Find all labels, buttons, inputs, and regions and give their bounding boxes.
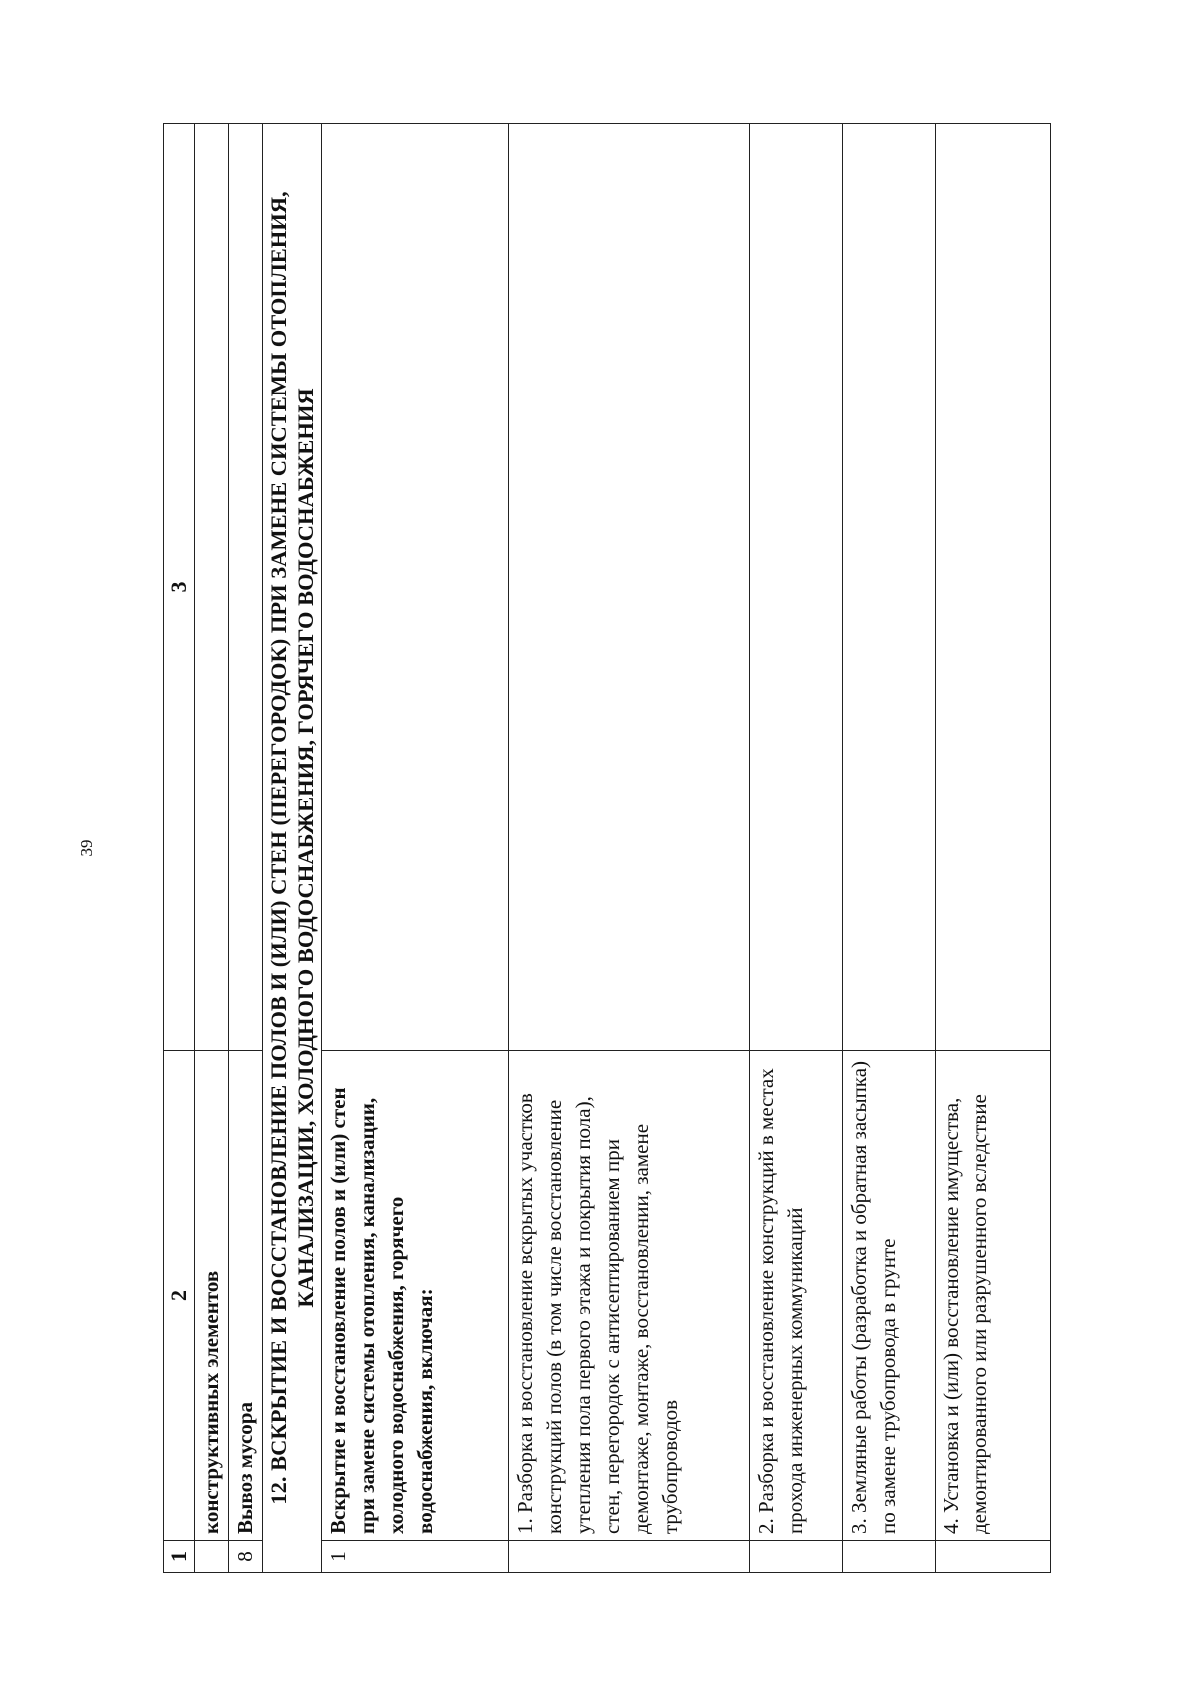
row-description bbox=[936, 124, 1051, 1051]
section-header-row bbox=[263, 124, 322, 1573]
row-description bbox=[843, 124, 936, 1051]
table-row-continuation bbox=[195, 124, 229, 1573]
table-row-subitem-1 bbox=[509, 124, 750, 1573]
row-number bbox=[843, 1541, 936, 1573]
header-col-3: 3 bbox=[164, 124, 195, 1051]
works-table bbox=[163, 123, 1051, 1573]
row-description bbox=[322, 124, 509, 1051]
row-number: 8 bbox=[229, 1541, 263, 1573]
table-row-trash bbox=[229, 124, 263, 1573]
table-row-subitem-4 bbox=[936, 124, 1051, 1573]
row-number bbox=[509, 1541, 750, 1573]
header-col-2: 2 bbox=[164, 1051, 195, 1541]
subitem-text: 1. Разборка и восстановление вскрытых участков конструкций полов (в том числе восстановление утепления пола первого этажа и покрытия пола), стен, перегородок с антисептированием при демонтаже, монтаже, восстановлении, замене трубопроводов bbox=[509, 1051, 750, 1541]
row-title: Вскрытие и восстановление полов и (или) стен при замене системы отопления, канализации, холодного водоснабжения, горячего водоснабжения, включая: bbox=[322, 1051, 509, 1541]
row-number bbox=[750, 1541, 843, 1573]
page-number: 39 bbox=[77, 839, 96, 857]
row-description bbox=[509, 124, 750, 1051]
table-row-item-1 bbox=[322, 124, 509, 1573]
table-row-subitem-2 bbox=[750, 124, 843, 1573]
row-number bbox=[936, 1541, 1051, 1573]
row-number bbox=[195, 1541, 229, 1573]
row-title: конструктивных элементов bbox=[195, 1051, 229, 1541]
section-title: 12. ВСКРЫТИЕ И ВОССТАНОВЛЕНИЕ ПОЛОВ И (ИЛИ) СТЕН (ПЕРЕГОРОДОК) ПРИ ЗАМЕНЕ СИСТЕМЫ ОТОПЛЕНИЯ, КАНАЛИЗАЦИИ, ХОЛОДНОГО ВОДОСНАБЖЕНИЯ, ГОРЯЧЕГО ВОДОСНАБЖЕНИЯ bbox=[263, 124, 322, 1573]
table-row-subitem-3 bbox=[843, 124, 936, 1573]
row-description bbox=[750, 124, 843, 1051]
rotated-table-wrapper bbox=[163, 123, 1043, 1573]
row-description bbox=[195, 124, 229, 1051]
row-number: 1 bbox=[322, 1541, 509, 1573]
row-description bbox=[229, 124, 263, 1051]
subitem-text: 4. Установка и (или) восстановление имущества, демонтированного или разрушенного вследствие bbox=[936, 1051, 1051, 1541]
header-col-1: 1 bbox=[164, 1541, 195, 1573]
subitem-text: 3. Земляные работы (разработка и обратная засыпка) по замене трубопровода в грунте bbox=[843, 1051, 936, 1541]
row-title: Вывоз мусора bbox=[229, 1051, 263, 1541]
subitem-text: 2. Разборка и восстановление конструкций в местах прохода инженерных коммуникаций bbox=[750, 1051, 843, 1541]
table-header-row bbox=[164, 124, 195, 1573]
